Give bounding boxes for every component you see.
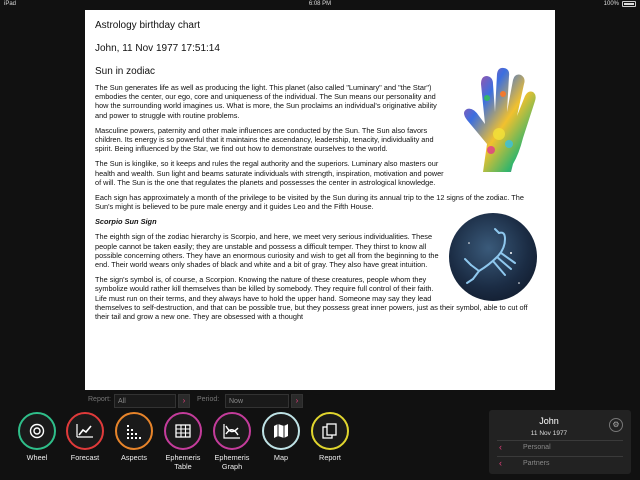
report-document[interactable] xyxy=(85,10,555,390)
settings-icon[interactable]: ⚙ xyxy=(609,418,623,432)
report-select-arrow-icon[interactable]: › xyxy=(178,394,190,408)
tool-label: Forecast xyxy=(70,453,100,462)
scorpio-image xyxy=(449,213,537,301)
target-icon xyxy=(18,412,56,450)
partners-row[interactable] xyxy=(497,456,623,470)
graph-icon xyxy=(213,412,251,450)
paragraph: Masculine powers, paternity and other male influences are conducted by the Sun. The Sun also favors children. Its energy is so powerful that it maintains the ascendancy, leadership, tenacity, individuality and spirit. Being influenced by the Star, we find out how to demonstrate ourselves to the world. xyxy=(95,125,434,154)
aspects-icon xyxy=(115,412,153,450)
chart-subject: John, 11 Nov 1977 17:51:14 xyxy=(95,43,220,54)
person-card[interactable] xyxy=(489,410,631,474)
paragraph: The Sun generates life as well as producing the light. This planet (also called "Luminary" and "the Star") embodies the center, our ego, core and uniqueness of the individual. The Sun means our personality and how the surrounding world imagines us. What is more, the Sun proclaims an individual's originative ability and power to struggle with routine problems. xyxy=(95,83,437,120)
ephemeris-graph-button[interactable] xyxy=(209,412,255,471)
personal-row[interactable] xyxy=(497,440,623,454)
paragraph: The sign's symbol is, of course, a Scorpion. Knowing the nature of these creatures, people whom they symbolize would rather kill themselves than be killed by somebody. They require full control of their faith. Life must run on their terms, and they always have to hold the upper hand. Someone may say they lead themselves to self-destruction, and that can be possible true, but they possess great inner powers, just as their symbol, able to cut off their tail and grow a new one. They are obsessed with a thought xyxy=(95,275,528,322)
tool-label: Aspects xyxy=(121,453,147,462)
battery-icon xyxy=(622,1,636,7)
sign-heading: Scorpio Sun Sign xyxy=(95,217,157,227)
chevron-left-icon: ‹ xyxy=(499,458,502,468)
report-label: Report: xyxy=(88,396,111,403)
map-button[interactable] xyxy=(258,412,304,463)
ephemeris-table-button[interactable] xyxy=(160,412,206,471)
paragraph: The eighth sign of the zodiac hierarchy is Scorpio, and here, we meet very serious individualities. These people cannot be taken easily; they are unstable and possess a difficult temper. They thirst to know all possible concerning others. They have an enormous curiosity and wish to get all from the beginning to the end. Their world wears only shades of black and white and a bit of gray. They also have great intuition. xyxy=(95,232,439,270)
trend-icon xyxy=(66,412,104,450)
row-label: Partners xyxy=(523,460,550,467)
map-icon xyxy=(262,412,300,450)
tool-label: Ephemeris Table xyxy=(165,453,201,471)
report-icon xyxy=(311,412,349,450)
wheel-button[interactable] xyxy=(14,412,60,463)
palm-hand-image xyxy=(453,64,539,174)
period-select-arrow-icon[interactable]: › xyxy=(291,394,303,408)
device-label: iPad xyxy=(4,1,17,7)
forecast-button[interactable] xyxy=(62,412,108,463)
battery-status xyxy=(604,1,636,7)
report-button[interactable] xyxy=(307,412,353,463)
report-filter-bar xyxy=(85,394,315,408)
tool-label: Report xyxy=(319,453,341,462)
document-title: Astrology birthday chart xyxy=(95,20,201,31)
person-name: John xyxy=(539,416,559,426)
table-icon xyxy=(164,412,202,450)
row-label: Personal xyxy=(523,444,551,451)
period-select[interactable]: Now xyxy=(225,394,289,408)
section-title: Sun in zodiac xyxy=(95,66,156,77)
tool-label: Map xyxy=(273,453,289,462)
clock: 6:08 PM xyxy=(308,1,332,7)
chevron-left-icon: ‹ xyxy=(499,442,502,452)
status-bar xyxy=(0,0,640,10)
person-date: 11 Nov 1977 xyxy=(530,430,568,437)
aspects-button[interactable] xyxy=(111,412,157,463)
paragraph: The Sun is kinglike, so it keeps and rules the regal authority and the superiors. Luminary also masters our health and wealth. Sun light and beams saturate individuals with strength, inspiration, motivation and power of will. The Sun is the one that regulates the planets and possesses the center in astrological knowledge. xyxy=(95,159,444,187)
report-select[interactable]: All xyxy=(114,394,176,408)
tool-label: Wheel xyxy=(26,453,48,462)
paragraph: Each sign has approximately a month of the privilege to be visited by the Sun during its annual trip to the 12 signs of the zodiac. The Sun's might is believed to be pure male energy and it guides Leo and the Fifth House. xyxy=(95,193,524,212)
period-label: Period: xyxy=(197,396,220,403)
battery-percent: 100% xyxy=(603,1,619,7)
tool-label: Ephemeris Graph xyxy=(214,453,250,471)
